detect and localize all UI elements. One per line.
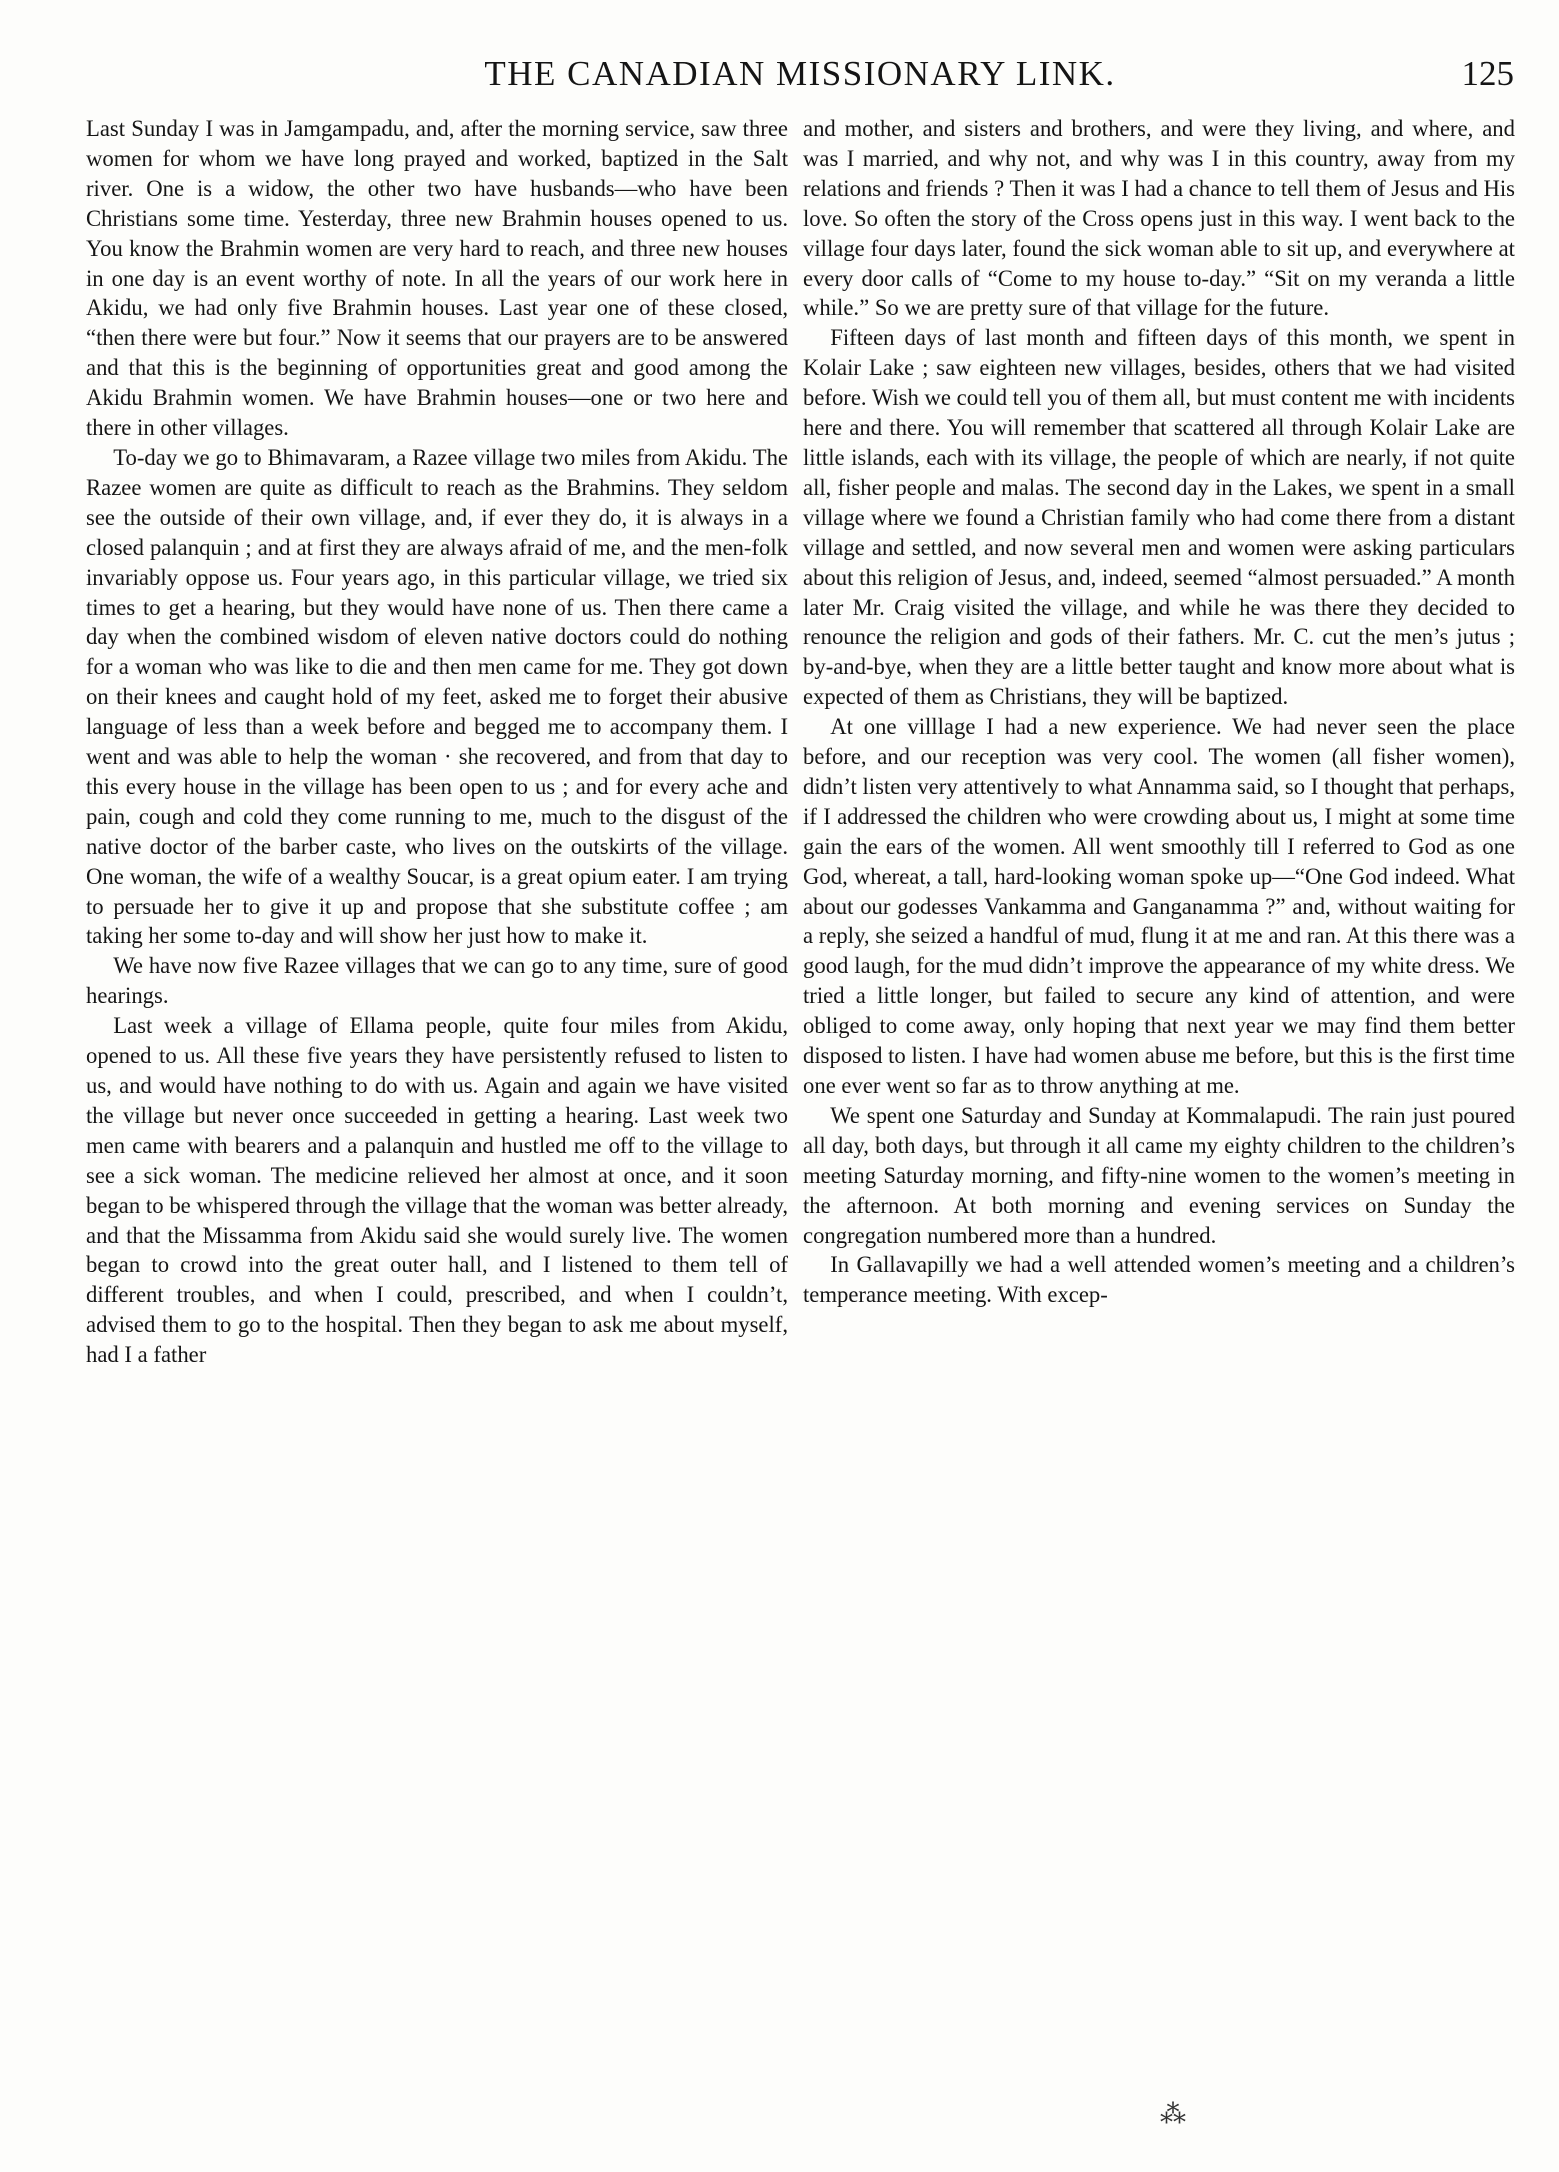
paragraph: Last week a village of Ellama people, quite four miles from Akidu, opened to us. All these five years they have persistently refused to listen to us, and would have nothing to do with us. Again and again we have visited the village but never once succeeded in getting a hearing. Last week two men came with bearers and a palanquin and hustled me off to the village to see a sick woman. The medicine relieved her almost at once, and it soon began to be whispered through the village that the woman was better already, and that the Missamma from Akidu said she would surely live. The women began to crowd into the great outer hall, and I listened to them tell of different troubles, and when I could, prescribed, and when I couldn’t, advised them to go to the hospital. Then they began to ask me about myself, had I a father [86,1013,788,1368]
paragraph: To-day we go to Bhimavaram, a Razee village two miles from Akidu. The Razee women are quite as difficult to reach as the Brahmins. They seldom see the outside of their own village, and, if ever they do, it is always in a closed palanquin ; and at first they are always afraid of me, and the men-folk invariably oppose us. Four years ago, in this particular village, we tried six times to get a hearing, but they would have none of us. Then there came a day when the combined wisdom of eleven native doctors could do nothing for a woman who was like to die and then men came for me. They got down on their knees and caught hold of my feet, asked me to forget their abusive language of less than a week before and begged me to accompany them. I went and was able to help the woman · she recovered, and from that day to this every house in the village has been open to us ; and for every ache and pain, cough and cold they come running to me, much to the disgust of the native doctor of the barber caste, who lives on the outskirts of the village. One woman, the wife of a wealthy Soucar, is a great opium eater. I am trying to persuade her to give it up and propose that she substitute coffee ; am taking her some to-day and will show her just how to make it. [86,444,788,949]
right-column [803,114,1515,1310]
running-header [80,50,1520,100]
paragraph: We spent one Saturday and Sunday at Kommalapudi. The rain just poured all day, both days, but through it all came my eighty children to the children’s meeting Saturday morning, and fifty-nine women to the women’s meeting in the afternoon. At both morning and evening services on Sunday the congregation numbered more than a hundred. [803,1102,1515,1248]
paragraph: Fifteen days of last month and fifteen days of this month, we spent in Kolair Lake ; saw eighteen new villages, besides, others that we had visited before. Wish we could tell you of them all, but must content me with incidents here and there. You will remember that scattered all through Kolair Lake are little islands, each with its village, the people of which are nearly, if not quite all, fisher people and malas. The second day in the Lakes, we spent in a small village where we found a Christian family who had come there from a distant village and settled, and now several men and women were asking particulars about this religion of Jesus, and, indeed, seemed “almost persuaded.” A month later Mr. Craig visited the village, and while he was there they decided to renounce the religion and gods of their fathers. Mr. C. cut the men’s jutus ; by-and-bye, when they are a little better taught and know more about what is expected of them as Christians, they will be baptized. [803,325,1515,710]
printer-ornament: ⁂ [1160,2100,1186,2129]
paragraph: and mother, and sisters and brothers, and were they living, and where, and was I married, and why not, and why was I in this country, away from my relations and friends ? Then it was I had a chance to tell them of Jesus and His love. So often the story of the Cross opens just in this way. I went back to the village four days later, found the sick woman able to sit up, and everywhere at every door calls of “Come to my house to-day.” “Sit on my veranda a little while.” So we are pretty sure of that village for the future. [803,116,1515,321]
page-number: 125 [1461,54,1514,93]
publication-title: THE CANADIAN MISSIONARY LINK. [484,54,1116,93]
paragraph: We have now five Razee villages that we can go to any time, sure of good hearings. [86,953,788,1009]
paragraph: At one villlage I had a new experience. We had never seen the place before, and our reception was very cool. The women (all fisher women), didn’t listen very attentively to what Annamma said, so I thought that perhaps, if I addressed the children who were crowding about us, I might at some time gain the ears of the women. All went smoothly till I referred to God as one God, whereat, a tall, hard-looking woman spoke up—“One God indeed. What about our godesses Vankamma and Ganganamma ?” and, without waiting for a reply, she seized a handful of mud, flung it at me and ran. At this there was a good laugh, for the mud didn’t improve the appearance of my white dress. We tried a little longer, but failed to secure any kind of attention, and were obliged to come away, only hoping that next year we may find them better disposed to listen. I have had women abuse me before, but this is the first time one ever went so far as to throw anything at me. [803,714,1515,1098]
left-column [86,114,788,1370]
paragraph: In Gallavapilly we had a well attended women’s meeting and a children’s temperance meeting. With excep- [803,1252,1515,1308]
paragraph: Last Sunday I was in Jamgampadu, and, after the morning service, saw three women for whom we have long prayed and worked, baptized in the Salt river. One is a widow, the other two have husbands—who have been Christians some time. Yesterday, three new Brahmin houses opened to us. You know the Brahmin women are very hard to reach, and three new houses in one day is an event worthy of note. In all the years of our work here in Akidu, we had only five Brahmin houses. Last year one of these closed, “then there were but four.” Now it seems that our prayers are to be answered and that this is the beginning of opportunities great and good among the Akidu Brahmin women. We have Brahmin houses—one or two here and there in other villages. [86,116,788,441]
